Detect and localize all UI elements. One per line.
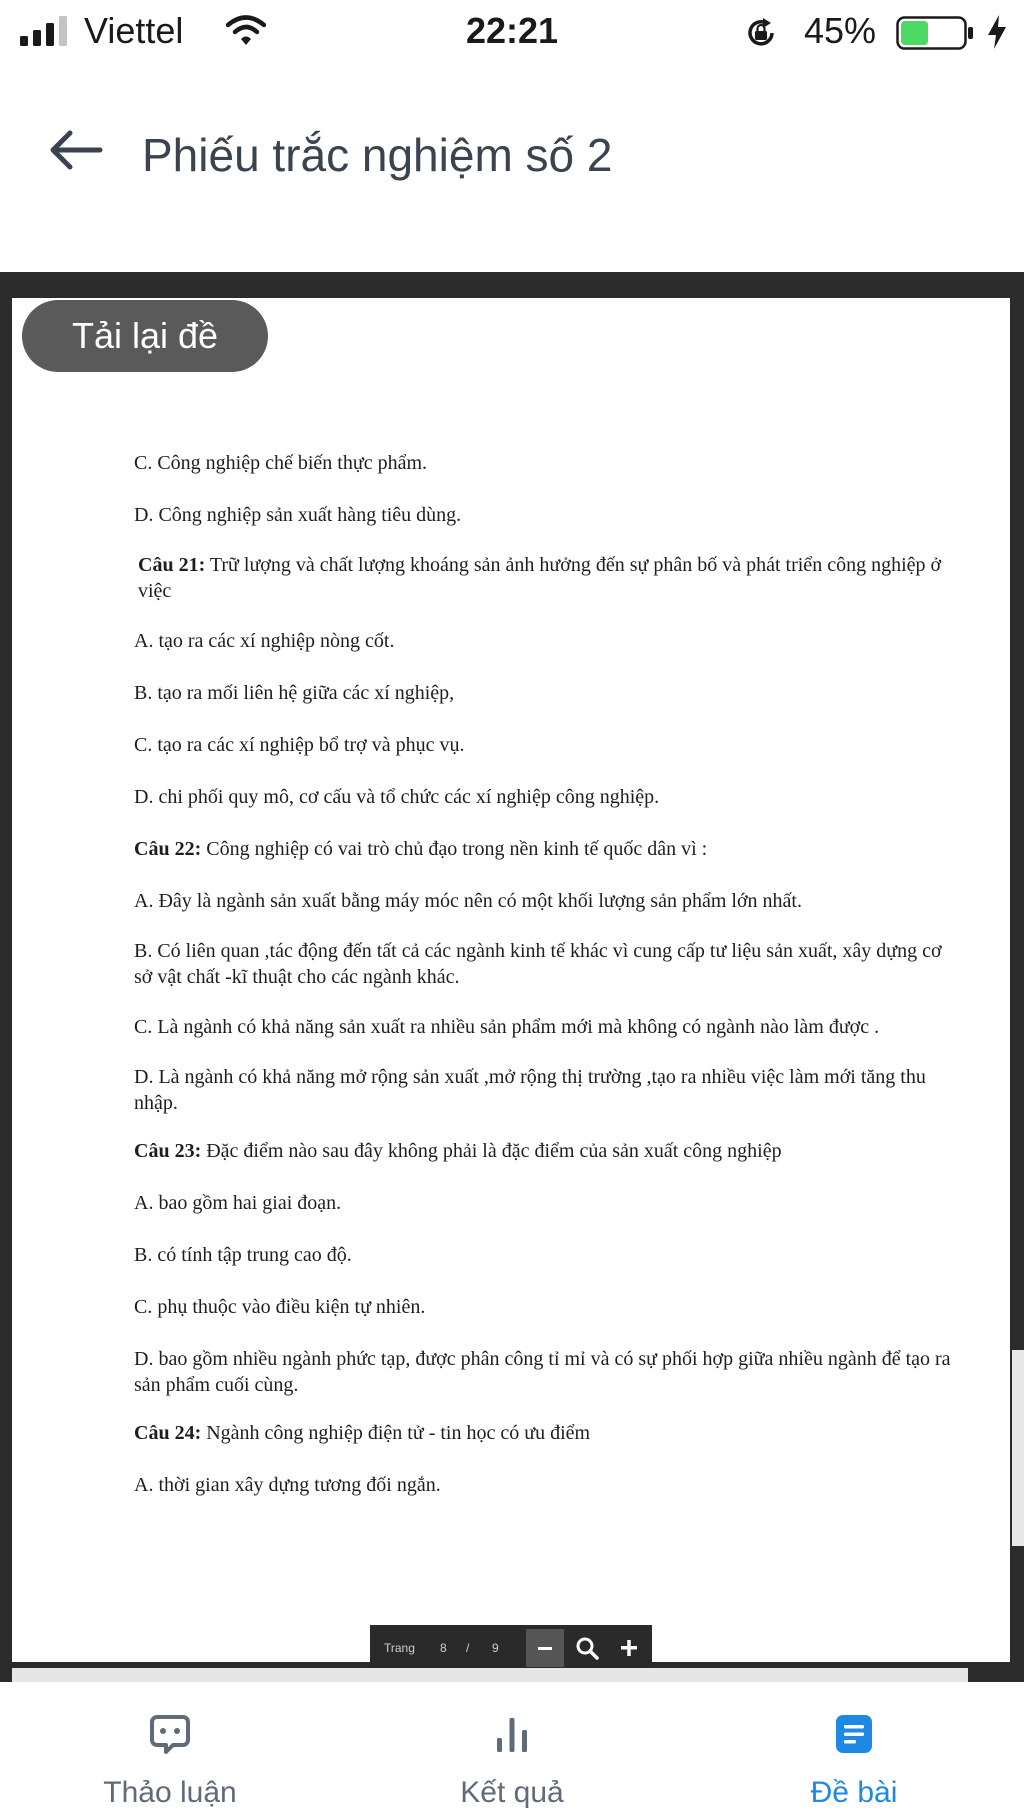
line-text: C. Là ngành có khả năng sản xuất ra nhiều sản phẩm mới mà không có ngành nào làm được .: [134, 1016, 880, 1038]
option-line: [134, 628, 964, 654]
question-label: Câu 21:: [138, 554, 206, 576]
line-text: C. Công nghiệp chế biến thực phẩm.: [134, 452, 428, 474]
option-line: [134, 1014, 964, 1040]
option-line: [134, 888, 964, 914]
option-line: [134, 1064, 964, 1116]
battery-fill: [901, 21, 928, 45]
question-23: [134, 1138, 964, 1164]
bottom-navigation: [0, 1682, 1024, 1817]
zoom-icon[interactable]: [574, 1635, 600, 1661]
battery-percentage: 45%: [804, 10, 877, 51]
document-content: [134, 450, 964, 1498]
reload-exam-button[interactable]: Tải lại đề: [22, 300, 268, 372]
question-text: Đặc điểm nào sau đây không phải là đặc điểm của sản xuất công nghiệp: [201, 1140, 782, 1162]
option-line: [134, 1346, 964, 1398]
app-header: [0, 66, 1024, 226]
tab-results[interactable]: [362, 1682, 662, 1817]
zoom-out-button[interactable]: [526, 1629, 564, 1667]
question-label: Câu 24:: [134, 1422, 202, 1444]
carrier-name: Viettel: [84, 10, 184, 51]
current-page-number[interactable]: 8: [440, 1641, 447, 1655]
option-line: [134, 938, 964, 990]
pdf-viewer[interactable]: [0, 272, 1024, 1682]
tab-discussion[interactable]: [20, 1682, 320, 1817]
line-text: A. Đây là ngành sản xuất bằng máy móc nên có một khối lượng sản phẩm lớn nhất.: [134, 890, 802, 912]
option-line: [134, 450, 964, 476]
line-text: D. bao gồm nhiều ngành phức tạp, được phân công tỉ mỉ và có sự phối hợp giữa nhiều ngành để tạo ra sản phẩm cuối cùng.: [134, 1348, 951, 1396]
tab-results-label: Kết quả: [460, 1776, 564, 1809]
signal-strength-icon: [20, 16, 72, 46]
option-line: [134, 680, 964, 706]
tab-discussion-label: Thảo luận: [103, 1776, 237, 1809]
line-text: D. chi phối quy mô, cơ cấu và tổ chức các xí nghiệp công nghiệp.: [134, 786, 660, 808]
question-text: Trữ lượng và chất lượng khoáng sản ảnh hưởng đến sự phân bố và phát triển công nghiệp ở việc: [138, 554, 942, 602]
zoom-in-icon[interactable]: [616, 1635, 642, 1661]
question-text: Công nghiệp có vai trò chủ đạo trong nền kinh tế quốc dân vì :: [201, 838, 708, 860]
pdf-page[interactable]: [12, 298, 1010, 1662]
question-text: Ngành công nghiệp điện tử - tin học có ưu điểm: [201, 1422, 591, 1444]
next-page-edge: [12, 1668, 968, 1682]
bar-chart-icon: [490, 1712, 534, 1756]
line-text: C. tạo ra các xí nghiệp bổ trợ và phục vụ.: [134, 734, 465, 756]
total-pages: 9: [492, 1641, 499, 1655]
tab-exam-label: Đề bài: [810, 1776, 898, 1809]
wifi-icon: [226, 14, 266, 46]
line-text: D. Là ngành có khả năng mở rộng sản xuất ,mở rộng thị trường ,tạo ra nhiều việc làm mới tăng thu nhập.: [134, 1066, 926, 1114]
minus-icon: [536, 1639, 554, 1657]
line-text: A. thời gian xây dựng tương đối ngắn.: [134, 1474, 441, 1496]
option-line: [134, 1242, 964, 1268]
document-icon: [832, 1712, 876, 1756]
question-21: [134, 552, 964, 604]
option-line: [134, 732, 964, 758]
page-title: Phiếu trắc nghiệm số 2: [142, 129, 613, 181]
page-separator: /: [466, 1641, 470, 1655]
back-arrow-icon[interactable]: [48, 128, 104, 172]
line-text: C. phụ thuộc vào điều kiện tự nhiên.: [134, 1296, 426, 1318]
line-text: B. Có liên quan ,tác động đến tất cả các ngành kinh tế khác vì cung cấp tư liệu sản xuất, xây dựng cơ sở vật chất -kĩ thuật cho các ngành khác.: [134, 940, 942, 988]
charging-bolt-icon: [986, 14, 1008, 50]
option-line: [134, 1190, 964, 1216]
tab-exam[interactable]: [704, 1682, 1004, 1817]
line-text: A. bao gồm hai giai đoạn.: [134, 1192, 342, 1214]
line-text: A. tạo ra các xí nghiệp nòng cốt.: [134, 630, 395, 652]
orientation-lock-icon: [744, 16, 778, 50]
page-toolbar: [370, 1625, 652, 1671]
chat-icon: [148, 1712, 192, 1756]
scrollbar-thumb[interactable]: [1012, 1350, 1024, 1546]
page-label: Trang: [384, 1641, 415, 1655]
line-text: D. Công nghiệp sản xuất hàng tiêu dùng.: [134, 504, 462, 526]
option-line: [134, 502, 964, 528]
battery-icon: [896, 16, 976, 50]
option-line: [134, 1294, 964, 1320]
status-bar: [0, 0, 1024, 66]
question-label: Câu 22:: [134, 838, 202, 860]
option-line: [134, 1472, 964, 1498]
option-line: [134, 784, 964, 810]
status-time: 22:21: [466, 10, 559, 51]
line-text: B. có tính tập trung cao độ.: [134, 1244, 352, 1266]
question-22: [134, 836, 964, 862]
line-text: B. tạo ra mối liên hệ giữa các xí nghiệp,: [134, 682, 455, 704]
question-label: Câu 23:: [134, 1140, 202, 1162]
question-24: [134, 1420, 964, 1446]
